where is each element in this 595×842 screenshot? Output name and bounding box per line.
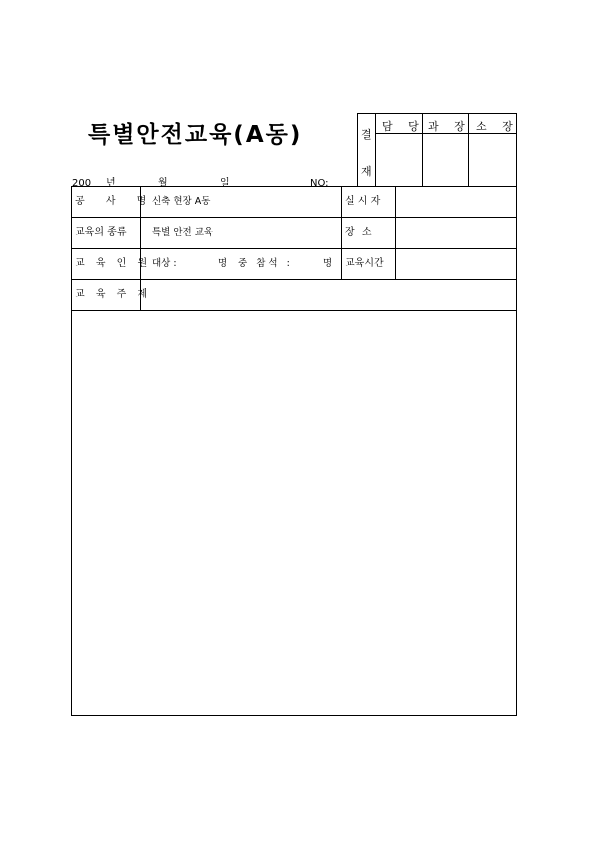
approval-side-label-top: 결 (361, 128, 372, 141)
form-row-topic (72, 280, 516, 311)
document-title: 특별안전교육(A동) (88, 122, 303, 148)
label-education-topic: 교 육 주 제 (72, 280, 141, 310)
label-conductor: 실 시 자 (341, 187, 396, 217)
value-education-type[interactable]: 특별 안전 교육 (152, 227, 214, 238)
value-attend-label: 중 참석 : (238, 258, 293, 269)
day-unit: 일 (220, 178, 230, 187)
approval-col-section-chief: 과 장 (428, 120, 471, 133)
value-project-name[interactable]: 신축 현장 A동 (152, 196, 211, 207)
label-location: 장 소 (341, 218, 396, 248)
approval-col-manager: 담 당 (382, 120, 425, 133)
approval-col-director: 소 장 (476, 120, 519, 133)
approval-side-label-bottom: 재 (361, 165, 372, 178)
label-education-time: 교육시간 (341, 249, 396, 279)
value-target-unit: 명 (218, 258, 228, 269)
approval-divider (375, 114, 376, 186)
form-row-type (72, 218, 516, 249)
form-body-area[interactable] (72, 311, 516, 715)
year-text: 200 (72, 178, 92, 187)
form-row-attendance (72, 249, 516, 280)
label-education-type: 교육의 종류 (72, 218, 141, 248)
label-project-name: 공 사 명 (72, 187, 141, 217)
approval-box (357, 113, 517, 187)
value-attend-unit: 명 (323, 258, 333, 269)
year-unit: 년 (106, 178, 116, 187)
label-attendees: 교 육 인 원 (72, 249, 141, 279)
month-unit: 월 (158, 178, 168, 187)
education-form (71, 186, 517, 716)
form-row-project (72, 187, 516, 218)
value-target-label: 대상 : (152, 258, 177, 269)
document-number-label: NO: (310, 178, 329, 187)
